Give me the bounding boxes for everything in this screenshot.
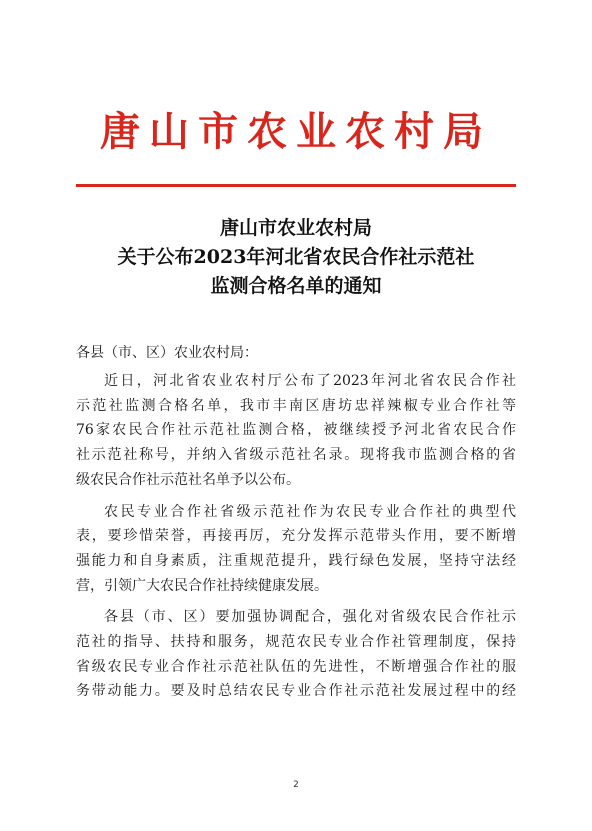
page-number: 2 <box>293 780 299 790</box>
document-title <box>40 214 552 301</box>
paragraph-line: 各县（市、区）要加强协调配合，强化对省级农民合作社示 <box>104 609 516 626</box>
paragraph-line: 范社的指导、扶持和服务，规范农民专业合作社管理制度，保持 <box>76 634 516 651</box>
body-text <box>76 369 516 711</box>
paragraph-line: 示范社监测合格名单，我市丰南区唐坊忠祥辣椒专业合作社等 <box>76 397 516 414</box>
document-title-line: 监测合格名单的通知 <box>210 275 382 297</box>
paragraph-line: 级农民合作社示范社名单予以公布。 <box>76 471 300 488</box>
paragraph-line: 省级农民专业合作社示范社队伍的先进性，不断增强合作社的服 <box>76 658 516 675</box>
salutation: 各县（市、区）农业农村局： <box>76 345 258 361</box>
letterhead-red-rule <box>76 184 516 187</box>
body-paragraph <box>76 369 516 493</box>
paragraph-line: 表，要珍惜荣誉，再接再厉，充分发挥示范带头作用，要不断增 <box>76 528 516 545</box>
paragraph-line: 营，引领广大农民合作社持续健康发展。 <box>76 577 328 594</box>
paragraph-line: 强能力和自身素质，注重规范提升，践行绿色发展，坚持守法经 <box>76 552 516 569</box>
document-title-line: 关于公布2023年河北省农民合作社示范社 <box>117 246 475 268</box>
paragraph-line: 近日，河北省农业农村厅公布了2023年河北省农民合作社 <box>104 373 516 389</box>
paragraph-line: 76家农民合作社示范社监测合格，被继续授予河北省农民合作 <box>76 422 516 439</box>
document-title-line: 唐山市农业农村局 <box>219 217 372 239</box>
paragraph-line: 务带动能力。要及时总结农民专业合作社示范社发展过程中的经 <box>76 683 516 700</box>
paragraph-line: 社示范社称号，并纳入省级示范社名录。现将我市监测合格的省 <box>76 447 516 464</box>
paragraph-line: 农民专业合作社省级示范社作为农民专业合作社的典型代 <box>104 503 516 520</box>
body-paragraph <box>76 605 516 704</box>
letterhead-title: 唐山市农业农村局 <box>100 108 492 155</box>
body-paragraph <box>76 500 516 599</box>
